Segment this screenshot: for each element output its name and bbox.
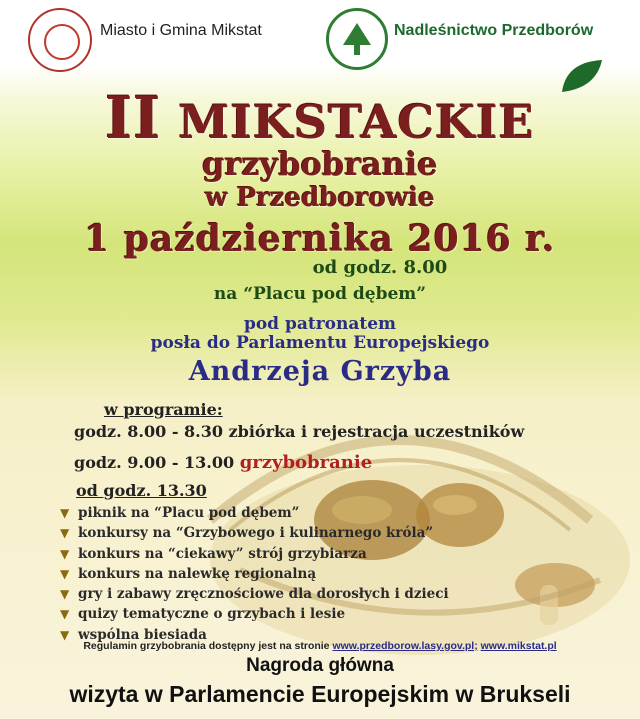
list-item <box>60 584 449 604</box>
programme-row-2 <box>74 452 372 473</box>
event-date: 1 października 2016 r. <box>84 218 556 260</box>
mikstat-org-name: Miasto i Gmina Mikstat <box>100 22 262 39</box>
list-item <box>60 544 449 564</box>
mushroom-bullet-icon: ▼ <box>60 566 70 581</box>
mushroom-bullet-icon: ▼ <box>60 546 70 561</box>
mushroom-bullet-icon: ▼ <box>60 587 70 602</box>
mushroom-bullet-icon: ▼ <box>60 607 70 622</box>
patronage-line-2: posła do Parlamentu Europejskiego <box>150 333 490 353</box>
prize-heading: Nagroda główna <box>246 655 394 676</box>
regulation-note <box>0 640 640 652</box>
list-item <box>60 503 449 523</box>
list-item <box>60 523 449 543</box>
mikstat-link[interactable]: www.mikstat.pl <box>480 640 557 652</box>
list-item-text: konkursy na “Grzybowego i kulinarnego króla” <box>78 525 434 542</box>
list-item-text: piknik na “Placu pod dębem” <box>78 505 300 521</box>
regulation-text: Regulamin grzybobrania dostępny jest na stronie <box>83 640 330 652</box>
title-line-3: w Przedborowie <box>205 183 435 213</box>
mikstat-logo <box>28 8 92 72</box>
row1-time: godz. 8.00 - 8.30 <box>74 422 223 441</box>
patronage-line-1: pod patronatem <box>243 314 397 334</box>
title-line-2: grzybobranie <box>202 145 438 183</box>
title-line-1: MIKSTACKIE <box>178 95 535 149</box>
list-item <box>60 564 449 584</box>
tree-icon <box>329 11 385 67</box>
lasy-panstwowe-logo <box>326 8 388 70</box>
patron-name: Andrzeja Grzyba <box>188 356 452 387</box>
row2-text: grzybobranie <box>239 452 373 473</box>
list-item-text: gry i zabawy zręcznościowe dla dorosłych i dzieci <box>78 586 449 603</box>
list-item-text: konkurs na nalewkę regionalną <box>78 565 317 582</box>
programme-row-1 <box>74 422 524 441</box>
mushroom-bullet-icon: ▼ <box>60 627 70 642</box>
list-item-text: quizy tematyczne o grzybach i lesie <box>78 606 346 623</box>
mushroom-bullet-icon: ▼ <box>60 526 70 541</box>
mushroom-bullet-icon: ▼ <box>60 506 70 520</box>
afternoon-heading: od godz. 13.30 <box>76 481 207 500</box>
edition-number: II <box>105 84 162 152</box>
mikstat-emblem-icon <box>44 24 80 60</box>
activity-list <box>60 503 449 645</box>
list-item-text: wspólna biesiada <box>78 626 207 643</box>
event-time: od godz. 8.00 <box>312 257 448 278</box>
event-title <box>0 84 640 152</box>
list-item-text: konkurs na “ciekawy” strój grzybiarza <box>78 545 367 562</box>
row2-time: godz. 9.00 - 13.00 <box>74 453 235 472</box>
event-place: na “Placu pod dębem” <box>213 284 427 304</box>
list-item <box>60 604 449 624</box>
przedborow-link[interactable]: www.przedborow.lasy.gov.pl; <box>332 640 478 652</box>
row1-text: zbiórka i rejestracja uczestników <box>228 422 525 441</box>
przedborow-org-name: Nadleśnictwo Przedborów <box>394 22 594 39</box>
prize-text: wizyta w Parlamencie Europejskim w Brukseli <box>69 681 571 707</box>
programme-heading: w programie: <box>104 400 223 419</box>
